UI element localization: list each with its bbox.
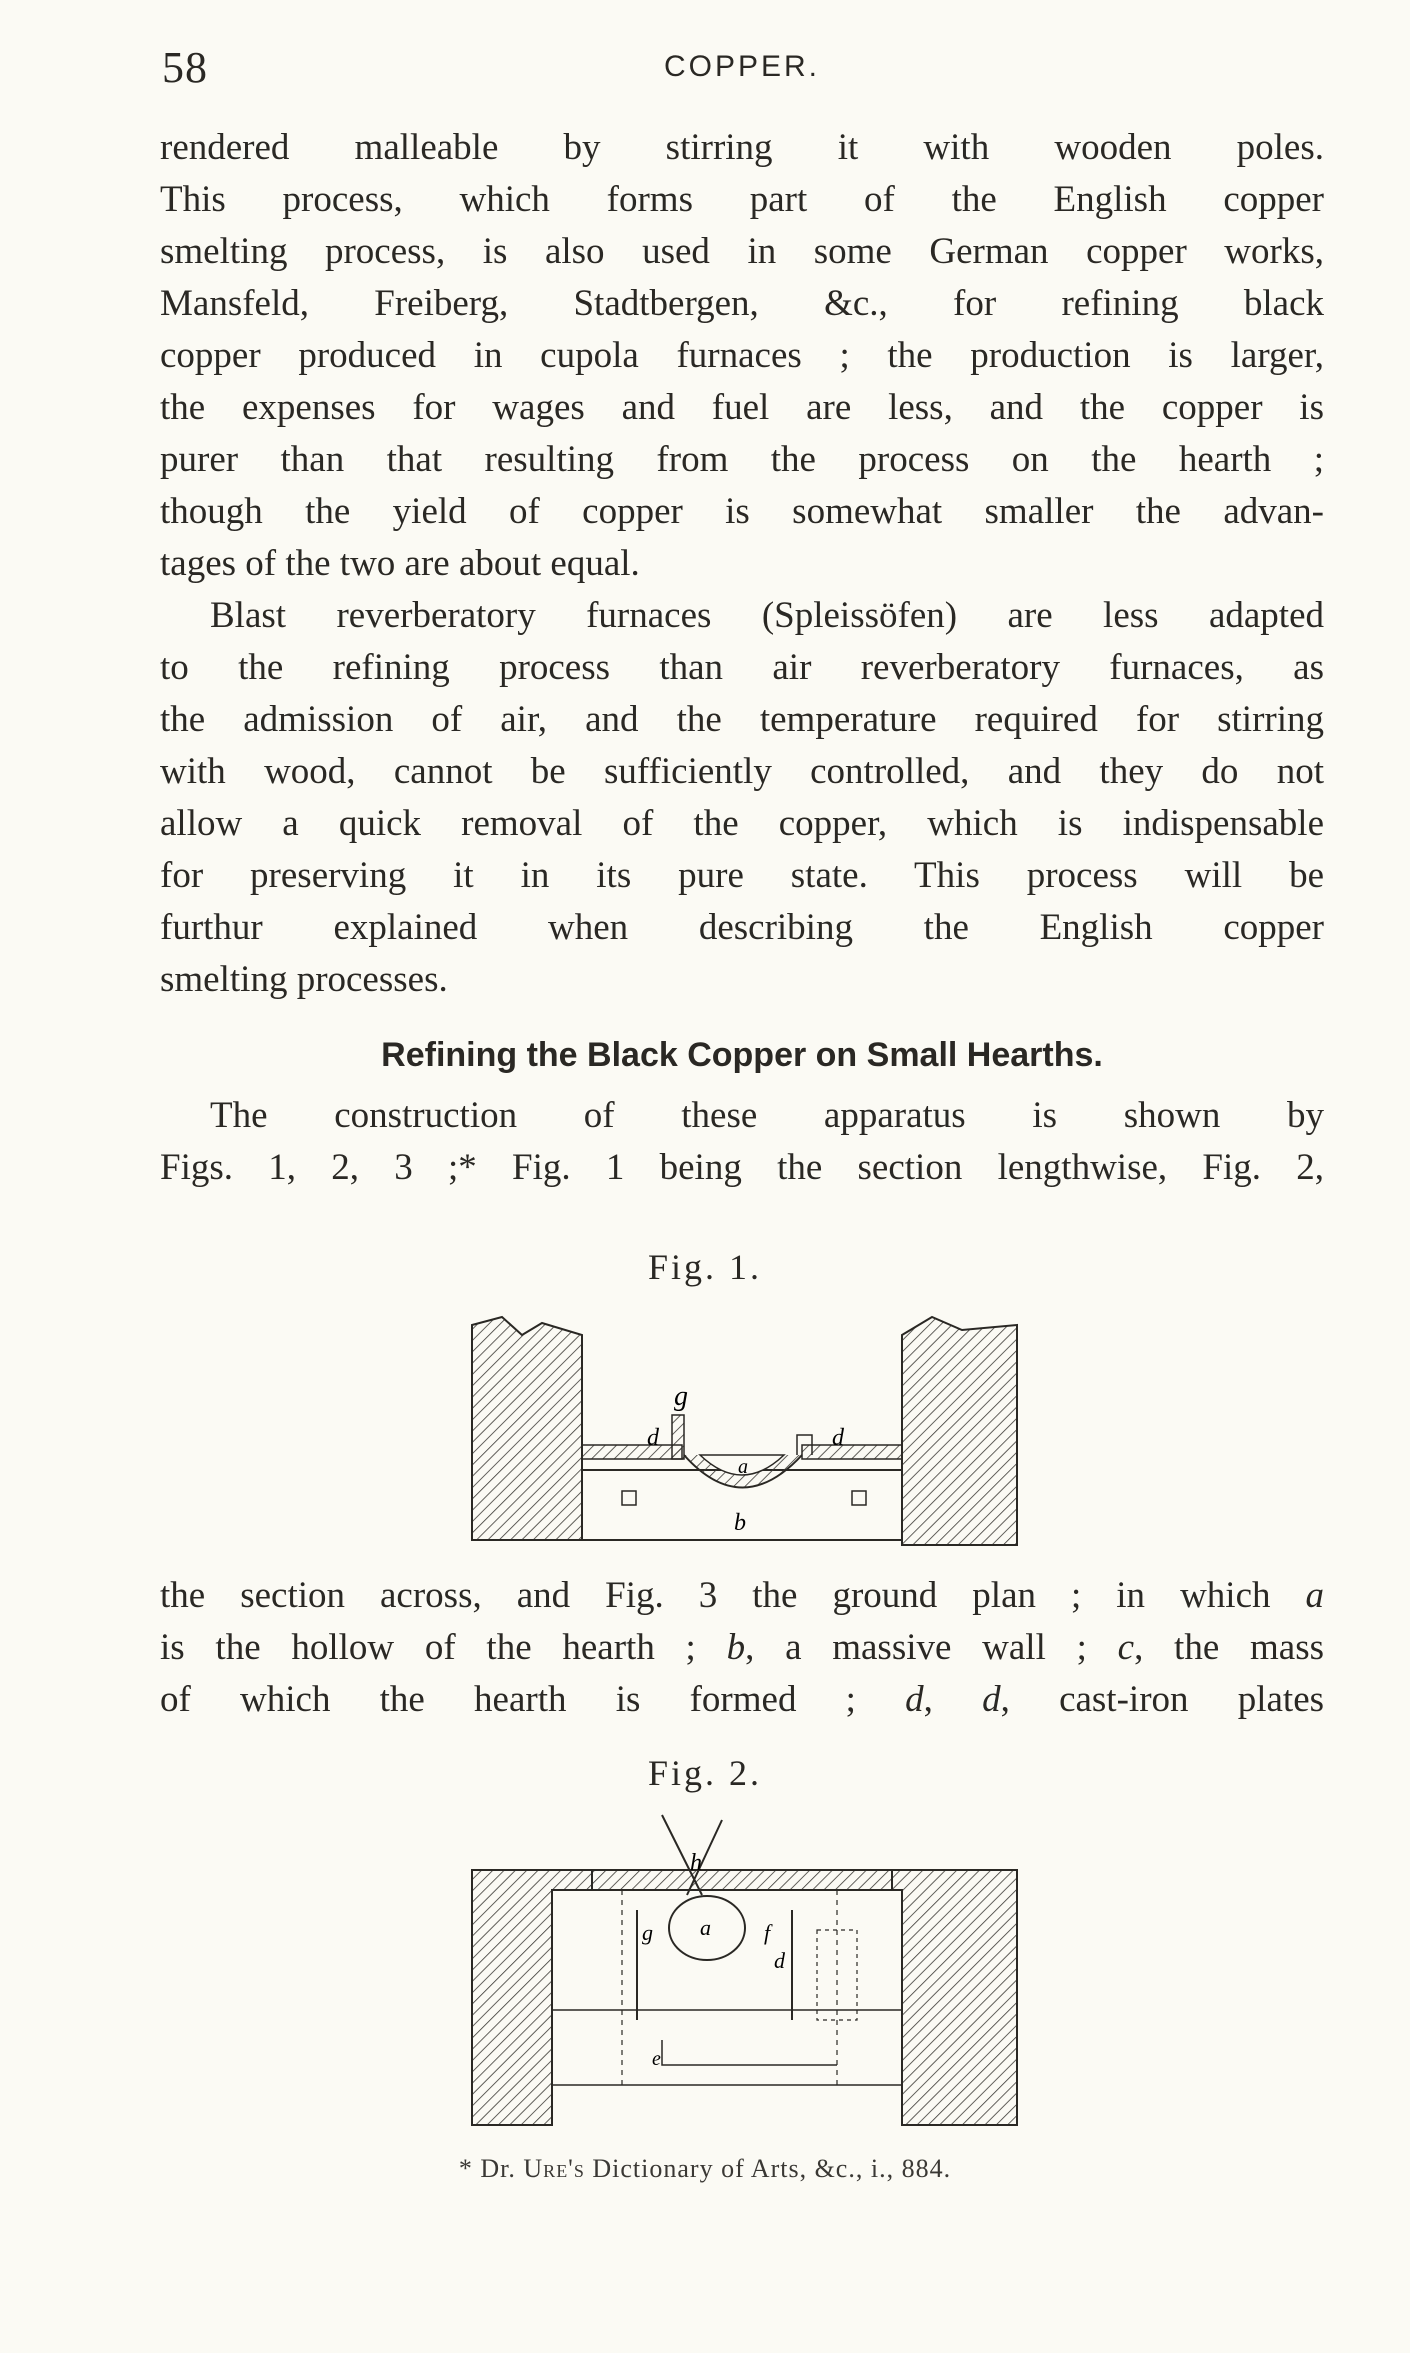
figure-1-caption: Fig. 1. bbox=[647, 1247, 763, 1287]
fig2-label-a: a bbox=[700, 1915, 711, 1940]
text-line: This process, which forms part of the English copper bbox=[160, 179, 1324, 220]
fig2-label-h: h bbox=[690, 1850, 702, 1876]
fig1-label-d-right: d bbox=[832, 1425, 844, 1451]
text-line: smelting processes. bbox=[160, 959, 448, 1000]
text-line: with wood, cannot be sufficiently controlled, and they do not bbox=[160, 751, 1324, 792]
text-line: Mansfeld, Freiberg, Stadtbergen, &c., for refining black bbox=[160, 283, 1324, 324]
left-masonry bbox=[472, 1317, 582, 1540]
text-line: for preserving it in its pure state. This process will be bbox=[160, 855, 1324, 896]
fig1-label-a: a bbox=[738, 1456, 748, 1478]
tuyere-g bbox=[672, 1415, 684, 1459]
text-line: the section across, and Fig. 3 the ground plan ; in which a bbox=[160, 1575, 1324, 1616]
text-line: is the hollow of the hearth ; b, a massive wall ; c, the mass bbox=[160, 1627, 1324, 1668]
text-line: smelting process, is also used in some German copper works, bbox=[160, 231, 1324, 272]
right-iron-plate bbox=[802, 1445, 902, 1459]
page-number: 58 bbox=[162, 43, 208, 92]
text-line: rendered malleable by stirring it with wooden poles. bbox=[160, 127, 1324, 168]
figure-1-hearth-section bbox=[462, 1305, 1022, 1565]
top-beam bbox=[592, 1870, 892, 1890]
text-line: the admission of air, and the temperature required for stirring bbox=[160, 699, 1324, 740]
text-line: to the refining process than air reverberatory furnaces, as bbox=[160, 647, 1324, 688]
text-line: The construction of these apparatus is shown by bbox=[210, 1095, 1324, 1136]
figure-2-drawing bbox=[462, 1810, 1022, 2130]
fig1-label-b: b bbox=[734, 1510, 746, 1536]
text-line: the expenses for wages and fuel are less, and the copper is bbox=[160, 387, 1324, 428]
section-heading: Refining the Black Copper on Small Hearths. bbox=[381, 1036, 1103, 1074]
footnote: * Dr. Ure's Dictionary of Arts, &c., i., 884. bbox=[458, 2154, 952, 2183]
paragraph-2 bbox=[160, 590, 1324, 1006]
figure-2-caption: Fig. 2. bbox=[647, 1753, 763, 1793]
text-line: furthur explained when describing the English copper bbox=[160, 907, 1324, 948]
paragraph-1 bbox=[160, 122, 1324, 590]
fig2-label-f: f bbox=[764, 1920, 771, 1945]
page-header bbox=[162, 42, 1322, 92]
text-line: purer than that resulting from the process on the hearth ; bbox=[160, 439, 1324, 480]
paragraph-3 bbox=[160, 1090, 1324, 1194]
left-iron-plate bbox=[582, 1445, 682, 1459]
text-line: Figs. 1, 2, 3 ;* Fig. 1 being the section lengthwise, Fig. 2, bbox=[160, 1147, 1324, 1188]
right-wall bbox=[892, 1870, 1017, 2125]
text-line: copper produced in cupola furnaces ; the production is larger, bbox=[160, 335, 1324, 376]
text-line: tages of the two are about equal. bbox=[160, 543, 640, 584]
fig2-label-e: e bbox=[652, 2048, 661, 2070]
text-line: of which the hearth is formed ; d, d, cast-iron plates bbox=[160, 1679, 1325, 1720]
right-masonry bbox=[902, 1317, 1017, 1545]
fig2-label-d: d bbox=[774, 1948, 785, 1973]
fig1-label-d-left: d bbox=[647, 1425, 659, 1451]
footnote-author: Ure's bbox=[523, 2154, 585, 2183]
left-wall bbox=[472, 1870, 592, 2125]
figure-1-drawing bbox=[462, 1305, 1022, 1565]
text-line: Blast reverberatory furnaces (Spleissöfen) are less adapted bbox=[210, 595, 1324, 636]
text-line: though the yield of copper is somewhat smaller the advan- bbox=[160, 491, 1324, 532]
running-title: COPPER. bbox=[663, 50, 821, 83]
text-line: allow a quick removal of the copper, which is indispensable bbox=[160, 803, 1324, 844]
paragraph-4 bbox=[160, 1570, 1324, 1726]
figure-2-hearth-cross-section bbox=[462, 1810, 1022, 2130]
fig2-label-g: g bbox=[642, 1920, 653, 1945]
fig1-label-g: g bbox=[674, 1381, 688, 1412]
